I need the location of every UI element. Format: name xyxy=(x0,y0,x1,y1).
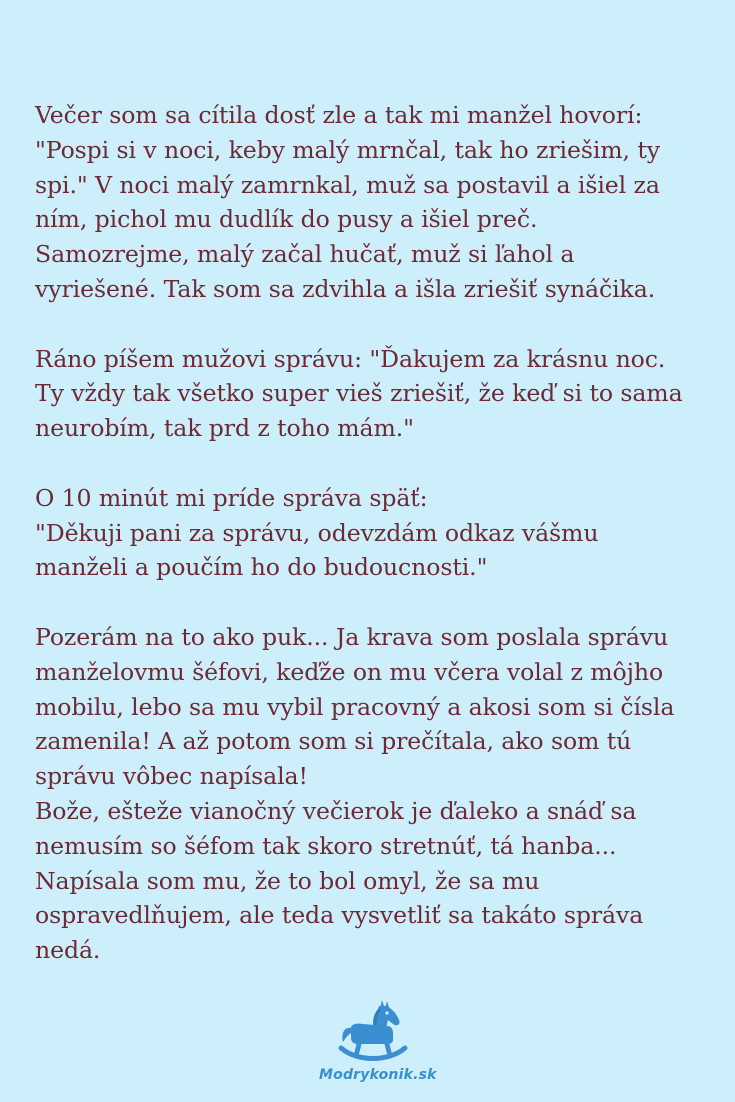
story-paragraph-1: Večer som sa cítila dosť zle a tak mi manžel hovorí: "Pospi si v noci, keby malý mrnčal, tak ho zriešim, ty spi." V noci malý zamrnkal, muž sa postavil a išiel za ním, pichol mu dudlík do pusy a išiel preč. Samozrejme, malý začal hučať, muž si ľahol a vyriešené. Tak som sa zdvihla a išla zriešiť synáčika. xyxy=(35,101,660,303)
story-text xyxy=(35,98,725,968)
brand-logo xyxy=(319,996,437,1092)
story-paragraph-3: O 10 minút mi príde správa späť: "Děkuji pani za správu, odevzdám odkaz vášmu manželi a poučím ho do budoucnosti." xyxy=(35,483,599,582)
rocking-horse-icon xyxy=(335,996,411,1068)
story-paragraph-2: Ráno píšem mužovi správu: "Ďakujem za krásnu noc. Ty vždy tak všetko super vieš zriešiť, že keď si to sama neurobím, tak prd z toho mám." xyxy=(35,344,683,443)
logo-text: Modrykonik.sk xyxy=(319,1067,437,1083)
story-paragraph-4: Pozerám na to ako puk... Ja krava som poslala správu manželovmu šéfovi, keďže on mu včera volal z môjho mobilu, lebo sa mu vybil pracovný a akosi som si čísla zamenila! A až potom som si prečítala, ako som tú správu vôbec napísala! Bože, ešteže vianočný večierok je ďaleko a snáď sa nemusím so šéfom tak skoro stretnúť, tá hanba... Napísala som mu, že to bol omyl, že sa mu ospravedlňujem, ale teda vysvetliť sa takáto správa nedá. xyxy=(35,622,675,965)
